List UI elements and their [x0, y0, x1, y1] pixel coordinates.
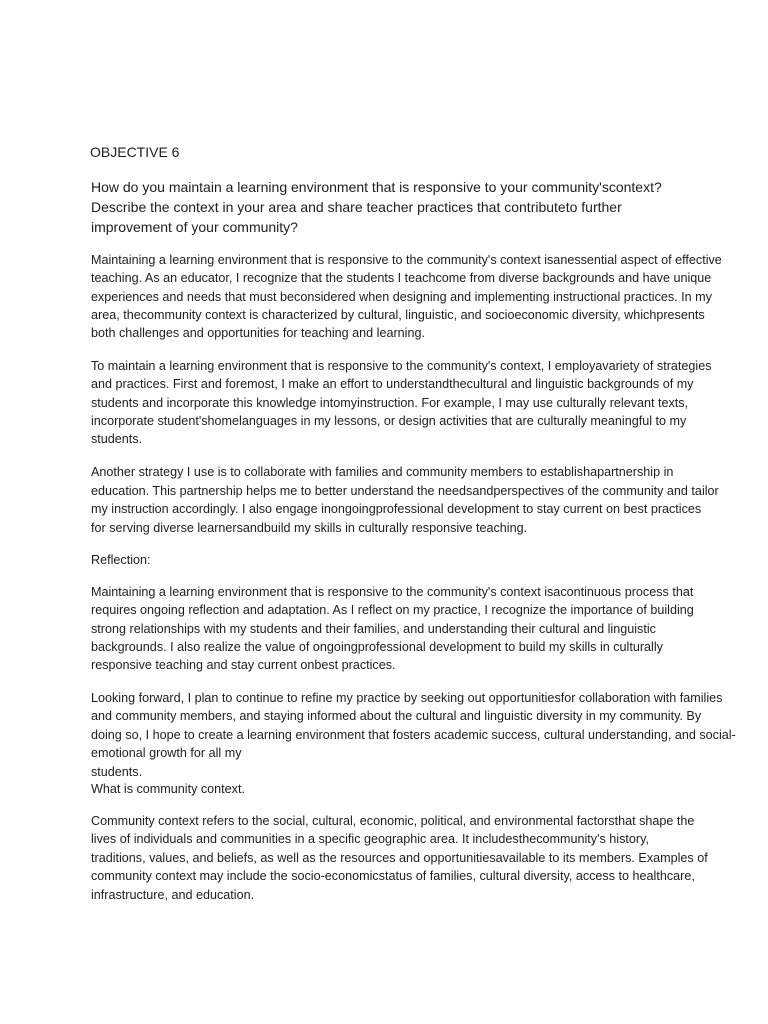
community-context-heading: What is community context.	[91, 782, 245, 796]
text-line: strong relationships with my students and their families, and understanding their cultural and linguistic	[91, 622, 656, 636]
text-line: Community context refers to the social, cultural, economic, political, and environmental factorsthat shape the	[91, 814, 695, 828]
text-line: To maintain a learning environment that is responsive to the community's context, I employavariety of strategies	[91, 359, 712, 373]
text-line: students and incorporate this knowledge intomyinstruction. For example, I may use culturally relevant texts,	[91, 396, 689, 410]
text-line: doing so, I hope to create a learning environment that fosters academic success, cultural understanding, and social-	[91, 728, 736, 742]
text-line: education. This partnership helps me to better understand the needsandperspectives of the community and tailor	[91, 484, 719, 498]
text-line: and practices. First and foremost, I make an effort to understandthecultural and linguistic backgrounds of my	[91, 377, 694, 391]
question-line: Describe the context in your area and share teacher practices that contributeto further	[91, 199, 622, 215]
text-line: students.	[91, 765, 143, 779]
text-line: Maintaining a learning environment that is responsive to the community's context isacontinuous process that	[91, 585, 694, 599]
text-line: Another strategy I use is to collaborate with families and community members to establishapartnership in	[91, 465, 674, 479]
text-line: traditions, values, and beliefs, as well as the resources and opportunitiesavailable to its members. Examples of	[91, 851, 708, 865]
text-line: lives of individuals and communities in a specific geographic area. It includesthecommunity's history,	[91, 832, 649, 846]
question-line: How do you maintain a learning environment that is responsive to your community'scontext?	[91, 179, 662, 195]
text-line: Looking forward, I plan to continue to refine my practice by seeking out opportunitiesfor collaboration with families	[91, 691, 723, 705]
text-line: requires ongoing reflection and adaptation. As I reflect on my practice, I recognize the importance of building	[91, 603, 694, 617]
text-line: responsive teaching and stay current onbest practices.	[91, 658, 396, 672]
text-line: my instruction accordingly. I also engage inongoingprofessional development to stay current on best practices	[91, 502, 702, 516]
objective-heading: OBJECTIVE 6	[90, 144, 180, 160]
text-line: infrastructure, and education.	[91, 888, 255, 902]
text-line: area, thecommunity context is characterized by cultural, linguistic, and socioeconomic diversity, whichpresents	[91, 308, 705, 322]
text-line: community context may include the socio-economicstatus of families, cultural diversity, access to healthcare,	[91, 869, 695, 883]
text-line: emotional growth for all my	[91, 746, 242, 760]
text-line: backgrounds. I also realize the value of ongoingprofessional development to build my skills in culturally	[91, 640, 663, 654]
text-line: both challenges and opportunities for teaching and learning.	[91, 326, 425, 340]
text-line: experiences and needs that must beconsidered when designing and implementing instructional practices. In my	[91, 290, 712, 304]
reflection-label: Reflection:	[91, 553, 151, 567]
text-line: incorporate student'shomelanguages in my lessons, or design activities that are culturally meaningful to my	[91, 414, 687, 428]
question-line: improvement of your community?	[91, 219, 298, 235]
text-line: and community members, and staying informed about the cultural and linguistic diversity in my community. By	[91, 709, 702, 723]
text-line: students.	[91, 432, 143, 446]
text-line: teaching. As an educator, I recognize that the students I teachcome from diverse backgrounds and have unique	[91, 271, 712, 285]
text-line: Maintaining a learning environment that is responsive to the community's context isanessential aspect of effective	[91, 253, 722, 267]
text-line: for serving diverse learnersandbuild my skills in culturally responsive teaching.	[91, 521, 528, 535]
